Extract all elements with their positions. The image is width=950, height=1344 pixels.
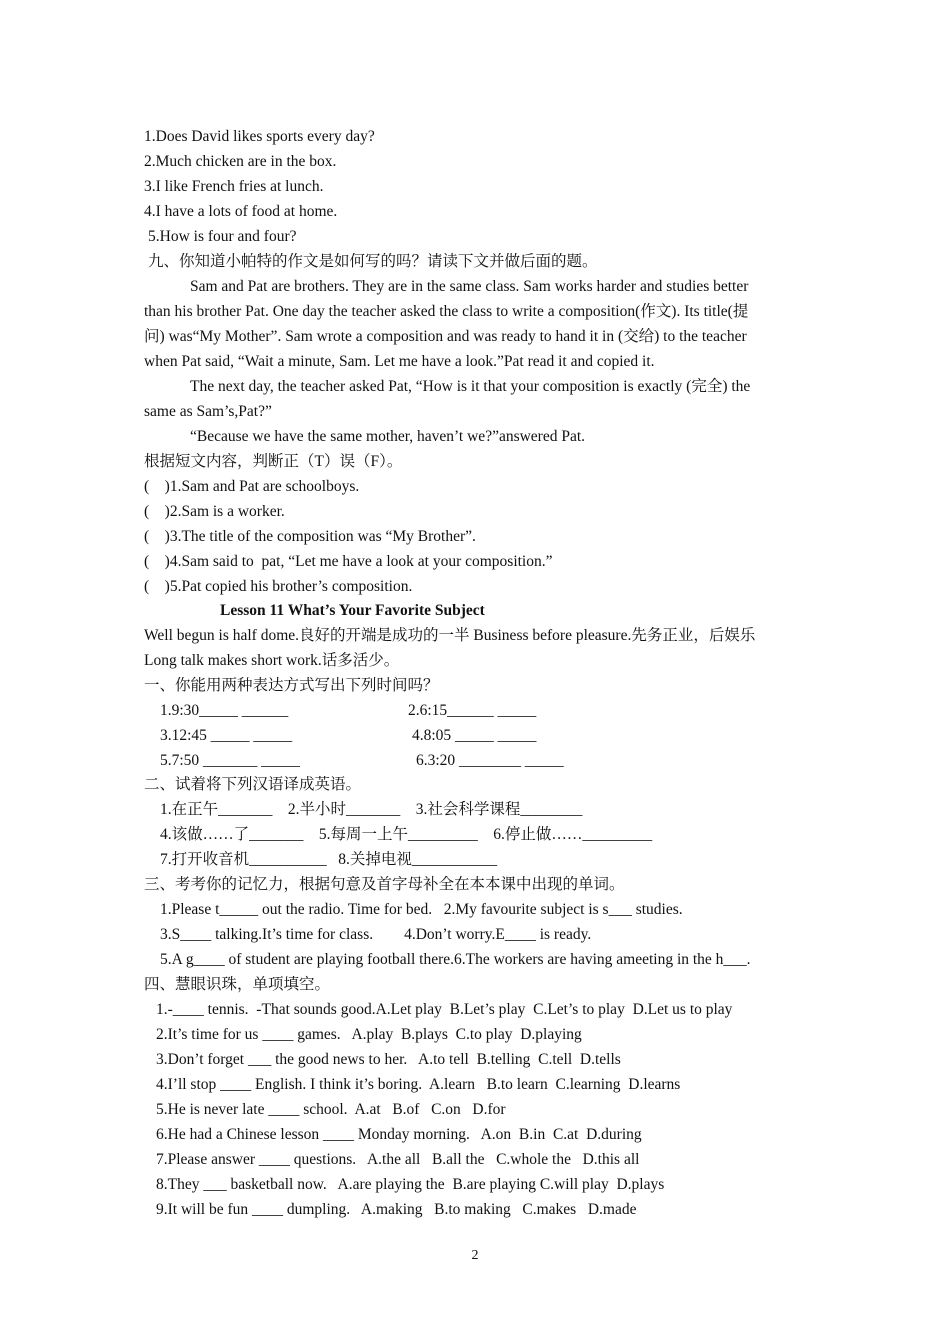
choice-question: 7.Please answer ____ questions. A.the all B.all the C.whole the D.this all — [156, 1151, 640, 1168]
tf-item-4: ( )4.Sam said to pat, “Let me have a look at your composition.” — [144, 553, 553, 570]
time-item-right: 2.6:15______ _____ — [408, 702, 537, 719]
passage-line: 问) was“My Mother”. Sam wrote a composition and was ready to hand it in (交给) to the teacher — [144, 328, 747, 345]
error-sentence-4: 4.I have a lots of food at home. — [144, 203, 338, 220]
error-sentence-2: 2.Much chicken are in the box. — [144, 153, 337, 170]
tf-item-2: ( )2.Sam is a worker. — [144, 503, 285, 520]
error-sentence-1: 1.Does David likes sports every day? — [144, 128, 375, 145]
passage-line: same as Sam’s,Pat?” — [144, 403, 272, 420]
time-item-left: 3.12:45 _____ _____ — [160, 727, 293, 744]
choice-question: 3.Don’t forget ___ the good news to her. A.to tell B.telling C.tell D.tells — [156, 1051, 621, 1068]
translation-row: 4.该做……了_______ 5.每周一上午_________ 6.停止做……_________ — [160, 826, 653, 843]
time-item-right: 6.3:20 ________ _____ — [416, 752, 564, 769]
section-9-heading: 九、你知道小帕特的作文是如何写的吗？请读下文并做后面的题。 — [148, 253, 598, 270]
tf-item-1: ( )1.Sam and Pat are schoolboys. — [144, 478, 360, 495]
tf-item-5: ( )5.Pat copied his brother’s composition. — [144, 578, 413, 595]
passage-line: The next day, the teacher asked Pat, “How is it that your composition is exactly (完全) the — [190, 378, 751, 395]
tf-instruction: 根据短文内容，判断正（T）误（F）。 — [144, 453, 403, 470]
page-number: 2 — [471, 1248, 479, 1263]
word-fill-row: 1.Please t_____ out the radio. Time for bed. 2.My favourite subject is s___ studies. — [160, 901, 683, 918]
word-fill-row: 3.S____ talking.It’s time for class. 4.Don’t worry.E____ is ready. — [160, 926, 592, 943]
choice-question: 9.It will be fun ____ dumpling. A.making B.to making C.makes D.made — [156, 1201, 637, 1218]
passage-line: when Pat said, “Wait a minute, Sam. Let me have a look.”Pat read it and copied it. — [144, 353, 655, 370]
proverb-line: Long talk makes short work.话多活少。 — [144, 652, 400, 669]
word-fill-row: 5.A g____ of student are playing football there.6.The workers are having ameeting in the h___. — [160, 951, 751, 968]
part-4-heading: 四、慧眼识珠，单项填空。 — [144, 976, 331, 993]
error-sentence-3: 3.I like French fries at lunch. — [144, 178, 324, 195]
choice-question: 6.He had a Chinese lesson ____ Monday morning. A.on B.in C.at D.during — [156, 1126, 642, 1143]
choice-question: 5.He is never late ____ school. A.at B.of C.on D.for — [156, 1101, 506, 1118]
choice-question: 2.It’s time for us ____ games. A.play B.plays C.to play D.playing — [156, 1026, 582, 1043]
time-item-right: 4.8:05 _____ _____ — [412, 727, 537, 744]
passage-line: “Because we have the same mother, haven’t we?”answered Pat. — [190, 428, 586, 445]
lesson-title: Lesson 11 What’s Your Favorite Subject — [220, 602, 485, 619]
translation-row: 7.打开收音机__________ 8.关掉电视___________ — [160, 851, 498, 868]
translation-row: 1.在正午_______ 2.半小时_______ 3.社会科学课程________ — [160, 801, 583, 818]
time-item-left: 1.9:30_____ ______ — [160, 702, 289, 719]
part-3-heading: 三、考考你的记忆力，根据句意及首字母补全在本本课中出现的单词。 — [144, 876, 625, 893]
error-sentence-5: 5.How is four and four? — [148, 228, 297, 245]
passage-line: than his brother Pat. One day the teacher asked the class to write a composition(作文). Its title(提 — [144, 303, 749, 320]
proverb-line: Well begun is half dome.良好的开端是成功的一半 Business before pleasure.先务正业，后娱乐 — [144, 627, 756, 644]
choice-question: 1.-____ tennis. -That sounds good.A.Let play B.Let’s play C.Let’s to play D.Let us to play — [156, 1001, 733, 1018]
tf-item-3: ( )3.The title of the composition was “My Brother”. — [144, 528, 476, 545]
choice-question: 4.I’ll stop ____ English. I think it’s boring. A.learn B.to learn C.learning D.learns — [156, 1076, 681, 1093]
choice-question: 8.They ___ basketball now. A.are playing the B.are playing C.will play D.plays — [156, 1176, 665, 1193]
passage-line: Sam and Pat are brothers. They are in the same class. Sam works harder and studies better — [190, 278, 749, 295]
part-1-heading: 一、你能用两种表达方式写出下列时间吗？ — [144, 677, 439, 694]
part-2-heading: 二、试着将下列汉语译成英语。 — [144, 776, 362, 793]
time-item-left: 5.7:50 _______ _____ — [160, 752, 300, 769]
